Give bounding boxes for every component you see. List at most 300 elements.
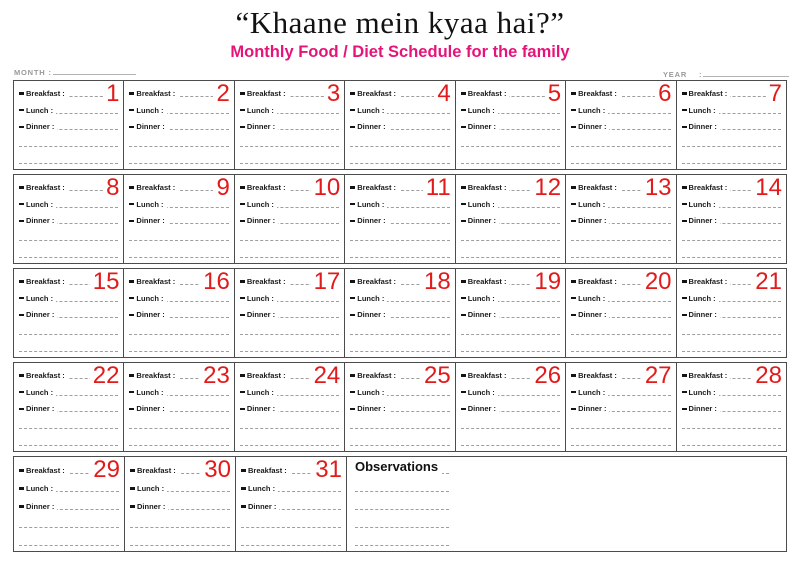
calendar-row	[13, 80, 787, 170]
day-cell-30[interactable]	[125, 457, 236, 551]
day-cell-content	[14, 175, 123, 263]
entry-line-row	[461, 132, 560, 149]
meal-label-text: Dinner :	[26, 310, 55, 320]
bullet-icon	[19, 280, 24, 283]
day-cell-content	[456, 175, 565, 263]
entry-line-row	[240, 398, 339, 415]
day-number: 10	[311, 175, 341, 200]
meal-label-text: Lunch :	[467, 293, 495, 303]
entry-line-row	[461, 414, 560, 431]
year-input-line[interactable]	[703, 69, 789, 77]
meal-label	[19, 371, 68, 380]
entry-line-row	[130, 530, 230, 548]
meal-label-text: Lunch :	[26, 199, 54, 209]
bullet-icon	[682, 314, 687, 317]
meal-label-text: Dinner :	[26, 404, 55, 414]
day-cell-12[interactable]	[456, 175, 566, 263]
day-number: 18	[421, 269, 451, 294]
meal-label-text: Dinner :	[688, 216, 717, 226]
entry-line[interactable]	[19, 445, 118, 446]
entry-line[interactable]	[461, 428, 560, 429]
meal-label	[461, 122, 499, 131]
entry-line[interactable]	[19, 527, 119, 528]
entry-line[interactable]	[350, 351, 449, 352]
meal-label	[19, 122, 57, 131]
meal-label-text: Lunch :	[246, 387, 274, 397]
bullet-icon	[461, 186, 466, 189]
meal-label	[682, 310, 720, 319]
entry-line[interactable]	[129, 257, 228, 258]
day-cell-content	[235, 363, 344, 451]
entry-line-row	[240, 149, 339, 166]
meal-label	[129, 294, 166, 303]
meal-label	[350, 388, 387, 397]
entry-line-row	[19, 337, 118, 354]
bullet-icon	[682, 92, 687, 95]
entry-line[interactable]	[571, 163, 670, 164]
day-cell-31[interactable]	[236, 457, 347, 551]
entry-line[interactable]	[130, 545, 230, 546]
bullet-icon	[241, 469, 246, 472]
entry-line-row	[129, 320, 228, 337]
day-cell-27[interactable]	[566, 363, 676, 451]
entry-line[interactable]	[571, 146, 670, 147]
entry-line[interactable]	[240, 428, 339, 429]
day-cell-16[interactable]	[124, 269, 234, 357]
day-cell-3[interactable]	[235, 81, 345, 169]
entry-line-row	[240, 320, 339, 337]
entry-line-row	[19, 431, 118, 448]
day-cell-content	[456, 269, 565, 357]
meal-label-text: Breakfast :	[246, 276, 286, 286]
entry-line[interactable]	[130, 527, 230, 528]
day-cell-18[interactable]	[345, 269, 455, 357]
day-cell-content	[235, 81, 344, 169]
bullet-icon	[130, 487, 135, 490]
meal-label-text: Breakfast :	[688, 370, 728, 380]
day-cell-content	[677, 363, 786, 451]
entry-line-row	[682, 431, 781, 448]
bullet-icon	[19, 469, 24, 472]
entry-line[interactable]	[350, 163, 449, 164]
meal-label	[571, 122, 609, 131]
bullet-icon	[461, 391, 466, 394]
meal-label	[350, 183, 399, 192]
day-cell-content	[124, 363, 233, 451]
day-cell-8[interactable]	[14, 175, 124, 263]
bullet-icon	[130, 505, 135, 508]
day-cell-5[interactable]	[456, 81, 566, 169]
entry-line[interactable]	[350, 445, 449, 446]
bullet-icon	[350, 297, 355, 300]
day-number: 16	[200, 269, 230, 294]
meal-label	[240, 388, 277, 397]
entry-line[interactable]	[682, 351, 781, 352]
bullet-icon	[350, 314, 355, 317]
day-cell-9[interactable]	[124, 175, 234, 263]
meal-label-text: Dinner :	[246, 216, 276, 226]
bullet-icon	[240, 92, 245, 95]
day-cell-content	[677, 175, 786, 263]
entry-line[interactable]	[571, 257, 670, 258]
entry-line[interactable]	[19, 257, 118, 258]
entry-line-row	[682, 243, 781, 260]
entry-line[interactable]	[19, 545, 119, 546]
bullet-icon	[240, 314, 245, 317]
entry-line[interactable]	[682, 445, 781, 446]
meal-label	[571, 310, 609, 319]
meal-label	[240, 294, 277, 303]
entry-line-row	[571, 149, 670, 166]
meal-label	[240, 277, 289, 286]
entry-line[interactable]	[461, 257, 560, 258]
meal-label-text: Breakfast :	[578, 276, 617, 286]
bullet-icon	[571, 186, 576, 189]
bullet-icon	[571, 126, 576, 129]
day-cell-1[interactable]	[14, 81, 124, 169]
entry-line-row	[355, 476, 449, 494]
entry-line[interactable]	[350, 428, 449, 429]
meal-label	[240, 89, 289, 98]
meal-label	[682, 371, 731, 380]
meal-label-text: Breakfast :	[136, 182, 176, 192]
day-cell-13[interactable]	[566, 175, 676, 263]
entry-line[interactable]	[129, 428, 228, 429]
meal-label	[130, 466, 179, 475]
meal-label	[682, 106, 719, 115]
meal-label-text: Lunch :	[136, 199, 164, 209]
meal-label-text: Breakfast :	[136, 276, 176, 286]
meal-label-text: Lunch :	[688, 199, 716, 209]
entry-line[interactable]	[19, 240, 118, 241]
entry-line-row	[19, 149, 118, 166]
bullet-icon	[571, 92, 576, 95]
entry-line-row	[350, 304, 449, 321]
day-cell-content	[14, 81, 123, 169]
entry-line[interactable]	[682, 428, 781, 429]
meal-label	[19, 404, 57, 413]
entry-line-row	[129, 414, 228, 431]
day-number: 1	[103, 81, 119, 106]
entry-line[interactable]	[19, 334, 118, 335]
day-cell-20[interactable]	[566, 269, 676, 357]
bullet-icon	[241, 505, 246, 508]
entry-line[interactable]	[240, 146, 339, 147]
day-cell-content	[566, 81, 675, 169]
day-cell-content	[345, 81, 454, 169]
day-cell-2[interactable]	[124, 81, 234, 169]
entry-line-row	[355, 494, 449, 512]
meal-label	[461, 371, 510, 380]
meal-label-text: Breakfast :	[136, 88, 176, 98]
entry-line[interactable]	[461, 240, 560, 241]
entry-line[interactable]	[350, 257, 449, 258]
meal-label	[461, 388, 498, 397]
bullet-icon	[240, 203, 245, 206]
bullet-icon	[461, 92, 466, 95]
month-input-line[interactable]	[53, 67, 136, 75]
day-cell-4[interactable]	[345, 81, 455, 169]
day-cell-content	[566, 175, 675, 263]
entry-line-row	[461, 116, 560, 133]
planner-page	[0, 5, 800, 552]
entry-line[interactable]	[240, 351, 339, 352]
entry-line[interactable]	[241, 527, 341, 528]
meal-label	[682, 294, 719, 303]
meal-label	[19, 294, 56, 303]
day-cell-6[interactable]	[566, 81, 676, 169]
bullet-icon	[682, 186, 687, 189]
day-cell-29[interactable]	[14, 457, 125, 551]
day-number: 14	[752, 175, 782, 200]
entry-line[interactable]	[682, 163, 781, 164]
entry-line-row	[682, 414, 781, 431]
entry-line-row	[461, 149, 560, 166]
entry-line[interactable]	[241, 545, 341, 546]
entry-line[interactable]	[571, 240, 670, 241]
observations-section[interactable]	[347, 457, 457, 551]
entry-line-row	[129, 149, 228, 166]
meal-label-text: Lunch :	[248, 484, 276, 493]
entry-line[interactable]	[355, 527, 449, 528]
day-cell-23[interactable]	[124, 363, 234, 451]
entry-line[interactable]	[240, 240, 339, 241]
bullet-icon	[19, 314, 24, 317]
entry-line[interactable]	[19, 428, 118, 429]
bullet-icon	[19, 203, 24, 206]
entry-line-row	[682, 149, 781, 166]
meal-label-text: Breakfast :	[248, 466, 287, 475]
day-number: 29	[90, 457, 120, 482]
entry-line[interactable]	[571, 334, 670, 335]
entry-line-row	[241, 530, 341, 548]
bullet-icon	[350, 126, 355, 129]
meal-label-text: Breakfast :	[26, 182, 65, 192]
meal-label-text: Dinner :	[578, 216, 607, 226]
entry-line[interactable]	[461, 445, 560, 446]
entry-line[interactable]	[461, 334, 560, 335]
entry-line-row	[19, 320, 118, 337]
entry-line[interactable]	[129, 146, 228, 147]
meal-label-text: Dinner :	[578, 310, 607, 320]
meal-label	[129, 106, 166, 115]
entry-line[interactable]	[682, 240, 781, 241]
bullet-icon	[19, 126, 24, 129]
entry-line-row	[571, 116, 670, 133]
day-cell-10[interactable]	[235, 175, 345, 263]
meal-label	[461, 216, 499, 225]
entry-line-row	[682, 398, 781, 415]
meal-label	[19, 388, 56, 397]
meal-label	[129, 183, 178, 192]
entry-line[interactable]	[461, 351, 560, 352]
meal-label-text: Dinner :	[467, 216, 497, 226]
day-cell-17[interactable]	[235, 269, 345, 357]
entry-line[interactable]	[571, 428, 670, 429]
meal-label-text: Breakfast :	[357, 182, 397, 192]
meal-label-text: Lunch :	[467, 199, 495, 209]
entry-line-row	[682, 304, 781, 321]
meal-label-text: Lunch :	[467, 387, 495, 397]
bullet-icon	[350, 374, 355, 377]
month-label: MONTH	[14, 68, 46, 77]
day-number: 20	[642, 269, 672, 294]
meal-label-text: Breakfast :	[246, 88, 286, 98]
meal-label	[240, 183, 289, 192]
calendar-row	[13, 268, 787, 358]
entry-line-row	[240, 210, 339, 227]
entry-line-row	[571, 414, 670, 431]
entry-line[interactable]	[129, 163, 228, 164]
meal-label	[682, 216, 720, 225]
meal-label	[130, 502, 168, 511]
bullet-icon	[240, 186, 245, 189]
entry-line[interactable]	[129, 445, 228, 446]
entry-line[interactable]	[350, 240, 449, 241]
meal-label	[571, 89, 620, 98]
meal-label-text: Breakfast :	[137, 466, 176, 475]
meal-label	[19, 277, 68, 286]
bullet-icon	[350, 109, 355, 112]
entry-line-row	[19, 530, 119, 548]
entry-line[interactable]	[682, 257, 781, 258]
day-cell-22[interactable]	[14, 363, 124, 451]
meal-label	[19, 183, 68, 192]
day-number: 25	[421, 363, 451, 388]
bullet-icon	[682, 374, 687, 377]
meal-label-text: Breakfast :	[357, 276, 397, 286]
day-cell-24[interactable]	[235, 363, 345, 451]
meal-label	[571, 388, 608, 397]
day-cell-26[interactable]	[456, 363, 566, 451]
entry-line-row	[240, 431, 339, 448]
entry-line[interactable]	[240, 445, 339, 446]
day-cell-14[interactable]	[677, 175, 786, 263]
bullet-icon	[129, 408, 134, 411]
meal-label	[682, 277, 731, 286]
meal-label	[571, 294, 608, 303]
entry-line[interactable]	[129, 334, 228, 335]
entry-line[interactable]	[129, 240, 228, 241]
bullet-icon	[682, 408, 687, 411]
meal-label-text: Breakfast :	[688, 88, 728, 98]
meal-label-text: Dinner :	[26, 502, 55, 511]
entry-line[interactable]	[571, 445, 670, 446]
entry-line[interactable]	[350, 334, 449, 335]
meal-label	[19, 310, 57, 319]
entry-line-row	[461, 337, 560, 354]
entry-line-row	[571, 320, 670, 337]
entry-line[interactable]	[571, 351, 670, 352]
day-cell-content	[124, 81, 233, 169]
entry-line-row	[350, 398, 449, 415]
entry-line-row	[461, 398, 560, 415]
meal-label	[130, 484, 167, 493]
entry-line[interactable]	[19, 351, 118, 352]
day-number: 11	[423, 175, 451, 200]
entry-line-row	[240, 116, 339, 133]
entry-line[interactable]	[240, 257, 339, 258]
bullet-icon	[240, 374, 245, 377]
entry-line-row	[19, 243, 118, 260]
meal-label-text: Breakfast :	[578, 370, 617, 380]
bullet-icon	[129, 297, 134, 300]
day-cell-19[interactable]	[456, 269, 566, 357]
meal-label	[19, 216, 57, 225]
day-cell-15[interactable]	[14, 269, 124, 357]
meal-label-text: Breakfast :	[467, 88, 507, 98]
entry-line[interactable]	[240, 163, 339, 164]
bullet-icon	[19, 297, 24, 300]
calendar-row	[13, 174, 787, 264]
meal-label-text: Breakfast :	[246, 370, 286, 380]
entry-line[interactable]	[240, 334, 339, 335]
meal-label	[129, 310, 167, 319]
bullet-icon	[461, 203, 466, 206]
bullet-icon	[130, 469, 135, 472]
entry-line-row	[19, 512, 119, 530]
entry-line[interactable]	[19, 163, 118, 164]
entry-line[interactable]	[461, 163, 560, 164]
entry-line-row	[355, 530, 449, 548]
meal-label	[682, 388, 719, 397]
entry-line-row	[461, 210, 560, 227]
bullet-icon	[129, 92, 134, 95]
day-cell-content	[456, 363, 565, 451]
meal-label-text: Dinner :	[246, 310, 276, 320]
entry-line[interactable]	[682, 146, 781, 147]
bullet-icon	[350, 408, 355, 411]
entry-line[interactable]	[355, 509, 449, 510]
day-number: 17	[311, 269, 341, 294]
entry-line[interactable]	[461, 146, 560, 147]
entry-line-row	[461, 304, 560, 321]
meal-label-text: Lunch :	[357, 105, 385, 115]
entry-line-row	[129, 304, 228, 321]
entry-line[interactable]	[682, 334, 781, 335]
bullet-icon	[129, 109, 134, 112]
meal-label	[461, 277, 510, 286]
entry-line[interactable]	[350, 146, 449, 147]
meal-label-text: Dinner :	[137, 502, 166, 511]
day-cell-7[interactable]	[677, 81, 786, 169]
entry-line-row	[682, 226, 781, 243]
bullet-icon	[571, 280, 576, 283]
day-cell-11[interactable]	[345, 175, 455, 263]
entry-line[interactable]	[129, 351, 228, 352]
entry-line-row	[240, 226, 339, 243]
day-cell-28[interactable]	[677, 363, 786, 451]
meal-label-text: Breakfast :	[467, 370, 507, 380]
day-cell-content	[345, 363, 454, 451]
meal-label-text: Dinner :	[136, 404, 165, 414]
entry-line[interactable]	[19, 146, 118, 147]
meal-label	[241, 466, 290, 475]
bullet-icon	[240, 280, 245, 283]
entry-line[interactable]	[355, 545, 449, 546]
meal-label	[571, 371, 620, 380]
bullet-icon	[240, 109, 245, 112]
entry-line[interactable]	[355, 491, 449, 492]
day-cell-21[interactable]	[677, 269, 786, 357]
bullet-icon	[461, 280, 466, 283]
bullet-icon	[682, 280, 687, 283]
entry-line-row	[682, 320, 781, 337]
calendar-row	[13, 456, 787, 552]
meal-label-text: Dinner :	[467, 122, 497, 132]
day-cell-25[interactable]	[345, 363, 455, 451]
meal-label-text: Dinner :	[357, 310, 386, 320]
